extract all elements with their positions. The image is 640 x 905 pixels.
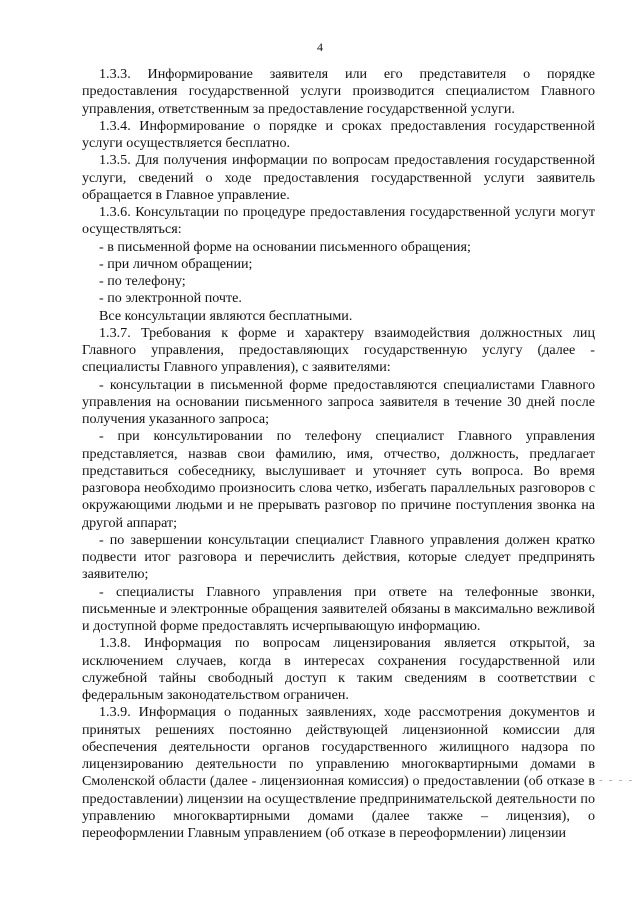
list-item-written-consultations: - консультации в письменной форме предоставляются специалистами Главного управления на основании письменного запроса заявителя в течение 30 дней после получения указанного запроса; xyxy=(82,376,595,427)
list-item-email: - по электронной почте. xyxy=(99,290,242,307)
paragraph-1-3-4: 1.3.4. Информирование о порядке и сроках предоставления государственной услуги осуществляется бесплатно. xyxy=(82,117,595,151)
paragraph-1-3-8: 1.3.8. Информация по вопросам лицензирования является открытой, за исключением случаев, когда в интересах сохранения государственной или служебной тайны свободный доступ к таким сведениям в соответствии с федеральным законодательством ограничен. xyxy=(82,635,595,703)
page-number: 4 xyxy=(317,40,323,54)
list-item-consultation-summary: - по завершении консультации специалист Главного управления должен кратко подвести итог разговора и перечислить действия, которые следует предпринять заявителю; xyxy=(82,531,595,583)
list-item-personal-appeal: - при личном обращении; xyxy=(99,255,253,272)
list-item-phone: - по телефону; xyxy=(99,273,186,289)
paragraph-free-consultations: Все консультации являются бесплатными. xyxy=(99,307,353,324)
paragraph-1-3-3: 1.3.3. Информирование заявителя или его представителя о порядке предоставления государственной услуги производится специалистом Главного управления, ответственным за предоставление государственной услуги. xyxy=(82,66,595,117)
list-item-specialist-obligations: - специалисты Главного управления при ответе на телефонные звонки, письменные и электронные обращения заявителей обязаны в максимально вежливой и доступной форме предоставлять исчерпывающую информацию. xyxy=(82,583,595,634)
paragraph-1-3-7: 1.3.7. Требования к форме и характеру взаимодействия должностных лиц Главного управления, предоставляющих государственную услугу (далее - специалисты Главного управления), с заявителями: xyxy=(82,324,595,376)
document-body xyxy=(82,66,595,842)
list-item-phone-consultations: - при консультировании по телефону специалист Главного управления представляется, назвав свои фамилию, имя, отчество, должность, предлагает представиться собеседнику, выслушивает и уточняет суть вопроса. Во время разговора необходимо произносить слова четко, избегать параллельных разговоров с окружающими людьми и не прерывать разговор по причине поступления звонка на другой аппарат; xyxy=(82,428,595,531)
scan-margin-mark: - - - - xyxy=(599,775,634,786)
paragraph-1-3-5: 1.3.5. Для получения информации по вопросам предоставления государственной услуги, сведений о ходе предоставления государственной услуги заявитель обращается в Главное управление. xyxy=(82,152,595,203)
paragraph-1-3-9: 1.3.9. Информация о поданных заявлениях, ходе рассмотрения документов и принятых решениях постоянно действующей лицензионной комиссии для обеспечения деятельности органов государственного жилищного надзора по лицензированию деятельности по управлению многоквартирными домами в Смоленской области (далее - лицензионная комиссия) о предоставлении (об отказе в предоставлении) лицензии на осуществление предпринимательской деятельности по управлению многоквартирными домами (далее также – лицензия), о переоформлении Главным управлением (об отказе в переоформлении) лицензии xyxy=(82,704,595,841)
paragraph-1-3-6: 1.3.6. Консультации по процедуре предоставления государственной услуги могут осуществляться: xyxy=(82,204,595,238)
list-item-written-form: - в письменной форме на основании письменного обращения; xyxy=(99,238,471,255)
